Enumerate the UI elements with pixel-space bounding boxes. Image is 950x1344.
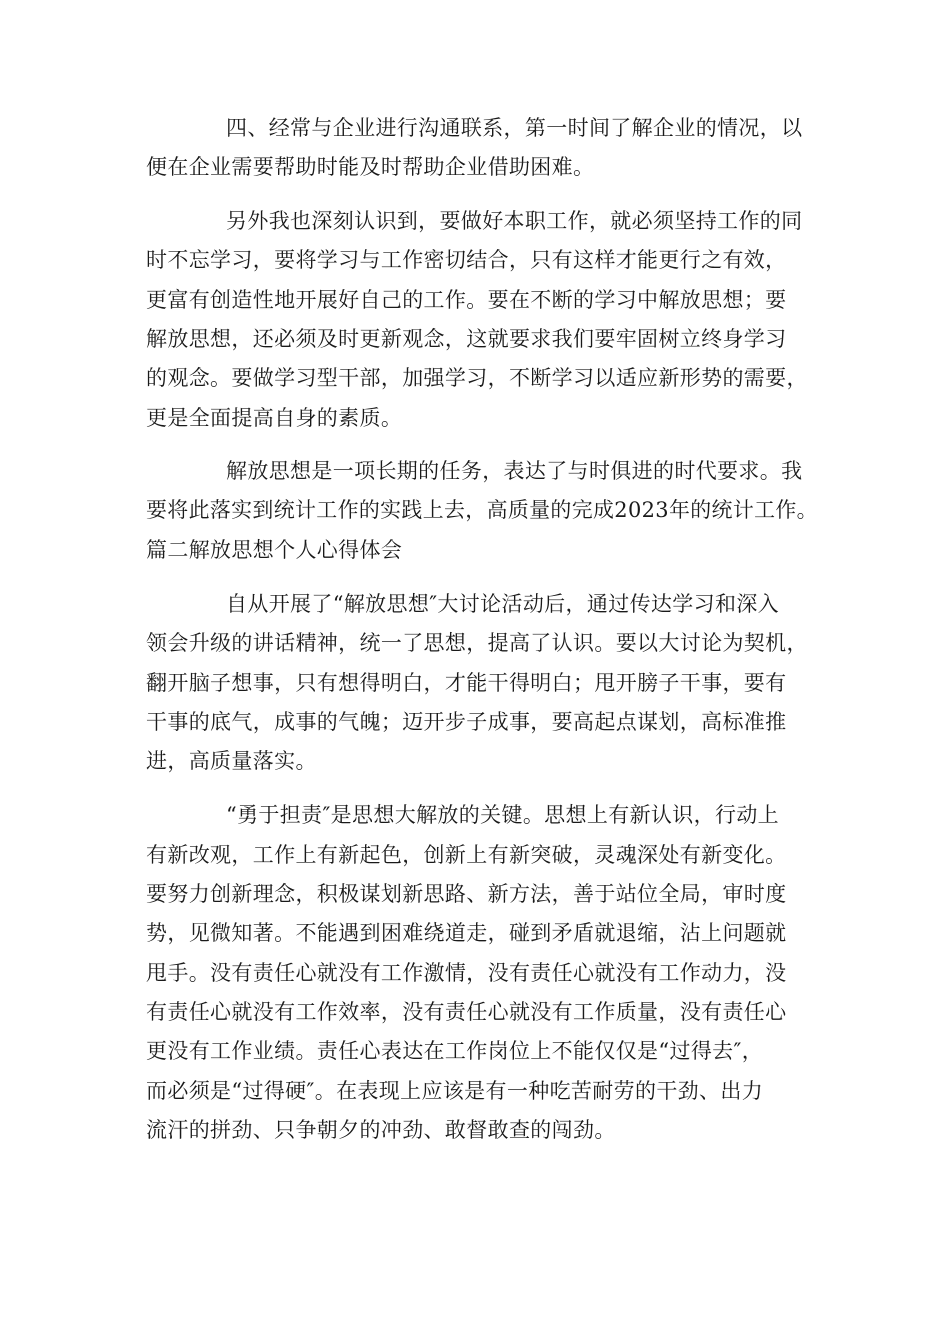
text-line: 自从开展了“解放思想″大讨论活动后，通过传达学习和深入 (226, 592, 780, 616)
text-line: 解放思想是一项长期的任务，表达了与时俱进的时代要求。我 (226, 459, 803, 483)
section-heading: 篇二解放思想个人心得体会 (146, 538, 403, 562)
text-line: “勇于担责″是思想大解放的关键。思想上有新认识，行动上 (226, 803, 780, 827)
text-line: 有责任心就没有工作效率，没有责任心就没有工作质量，没有责任心 (146, 1000, 787, 1024)
text-line: 干事的底气，成事的气魄；迈开步子成事，要高起点谋划，高标准推 (146, 710, 787, 734)
text-line: 的观念。要做学习型干部，加强学习，不断学习以适应新形势的需要， (146, 366, 808, 390)
text-line: 有新改观，工作上有新起色，创新上有新突破，灵魂深处有新变化。 (146, 843, 787, 867)
text-line: 要将此落实到统计工作的实践上去，高质量的完成2023年的统计工作。 (146, 498, 818, 522)
text-line: 另外我也深刻认识到，要做好本职工作，就必须坚持工作的同 (226, 209, 803, 233)
text-line: 便在企业需要帮助时能及时帮助企业借助困难。 (146, 155, 595, 179)
text-line: 翻开脑子想事，只有想得明白，才能干得明白；甩开膀子干事，要有 (146, 671, 787, 695)
text-line: 更富有创造性地开展好自己的工作。要在不断的学习中解放思想；要 (146, 288, 787, 312)
text-line: 更没有工作业绩。责任心表达在工作岗位上不能仅仅是“过得去″， (146, 1039, 764, 1063)
text-line: 流汗的拼劲、只争朝夕的冲劲、敢督敢查的闯劲。 (146, 1118, 616, 1142)
text-line: 要努力创新理念，积极谋划新思路、新方法，善于站位全局，审时度 (146, 882, 787, 906)
text-line: 时不忘学习，要将学习与工作密切结合，只有这样才能更行之有效， (146, 248, 787, 272)
text-line: 而必须是“过得硬″。在表现上应该是有一种吃苦耐劳的干劲、出力 (146, 1079, 764, 1103)
text-line: 进，高质量落实。 (146, 749, 317, 773)
text-line: 更是全面提高自身的素质。 (146, 406, 403, 430)
text-line: 势，见微知著。不能遇到困难绕道走，碰到矛盾就退缩，沾上问题就 (146, 921, 787, 945)
text-line: 领会升级的讲话精神，统一了思想，提高了认识。要以大讨论为契机， (146, 631, 808, 655)
text-line: 解放思想，还必须及时更新观念，这就要求我们要牢固树立终身学习 (146, 327, 787, 351)
text-line: 甩手。没有责任心就没有工作激情，没有责任心就没有工作动力，没 (146, 961, 787, 985)
text-line: 四、经常与企业进行沟通联系，第一时间了解企业的情况，以 (226, 116, 803, 140)
